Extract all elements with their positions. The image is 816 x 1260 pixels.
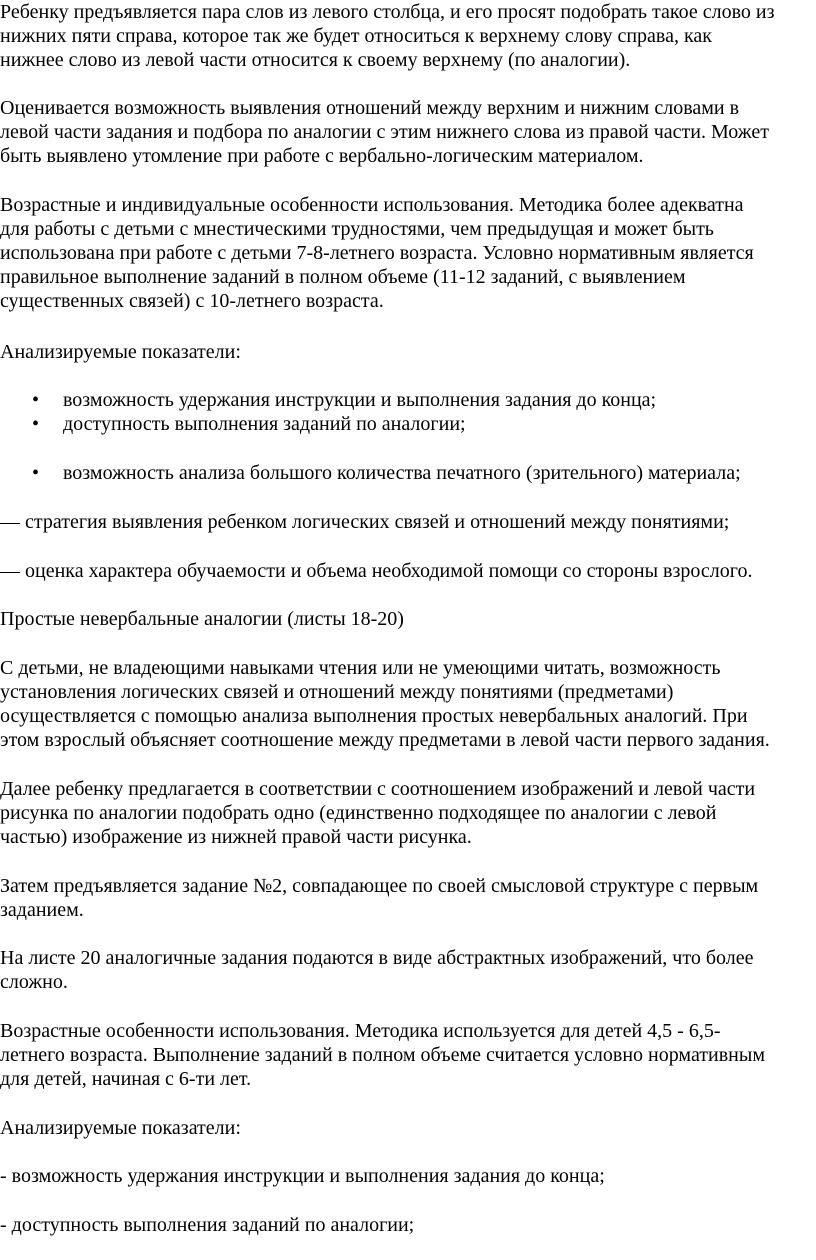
dash-item-analogy: - доступность выполнения заданий по аналогии; xyxy=(0,1214,415,1236)
text-line: установления логических связей и отношений между понятиями (предметами) xyxy=(0,681,674,703)
text-line: использована при работе с детьми 7-8-летнего возраста. Условно нормативным является xyxy=(0,242,754,264)
bullet-icon: • xyxy=(32,413,40,435)
paragraph-sheet-20 xyxy=(0,946,812,994)
paragraph-task-two xyxy=(0,874,812,922)
text-line: Далее ребенку предлагается в соответствии с соотношением изображений и левой части xyxy=(0,778,756,800)
paragraph-assessment xyxy=(0,96,812,168)
text-line: Возрастные и индивидуальные особенности использования. Методика более адекватна xyxy=(0,194,744,216)
section-heading-nonverbal-analogies: Простые невербальные аналогии (листы 18-20) xyxy=(0,608,404,630)
text-line: осуществляется с помощью анализа выполнения простых невербальных аналогий. При xyxy=(0,705,748,727)
text-line: левой части задания и подбора по аналогии с этим нижнего слова из правой части. Может xyxy=(0,121,769,143)
paragraph-age-usage xyxy=(0,1019,812,1091)
paragraph-age-features xyxy=(0,193,812,313)
text-line: нижних пяти справа, которое так же будет относиться к верхнему слову справа, как xyxy=(0,25,712,47)
bullet-icon: • xyxy=(32,462,40,484)
text-line: рисунка по аналогии подобрать одно (единственно подходящее по аналогии с левой xyxy=(0,802,717,824)
text-line: Оценивается возможность выявления отношений между верхним и нижним словами в xyxy=(0,97,740,119)
text-line: Ребенку предъявляется пара слов из левого столбца, и его просят подобрать такое слово из xyxy=(0,1,775,23)
dash-item-learnability: — оценка характера обучаемости и объема необходимой помощи со стороны взрослого. xyxy=(0,560,753,582)
text-line: для детей, начиная с 6-ти лет. xyxy=(0,1068,252,1090)
paragraph-task-description xyxy=(0,0,812,72)
bullet-icon: • xyxy=(32,389,40,411)
text-line: существенных связей) с 10-летнего возраста. xyxy=(0,290,384,312)
indicators-heading: Анализируемые показатели: xyxy=(0,341,241,363)
text-line: С детьми, не владеющими навыками чтения или не умеющими читать, возможность xyxy=(0,657,721,679)
list-item-text: возможность анализа большого количества печатного (зрительного) материала; xyxy=(63,462,741,484)
text-line: На листе 20 аналогичные задания подаются в виде абстрактных изображений, что более xyxy=(0,947,754,969)
text-line: Затем предъявляется задание №2, совпадающее по своей смысловой структуре с первым xyxy=(0,875,759,897)
text-line: заданием. xyxy=(0,899,84,921)
text-line: нижнее слово из левой части относится к своему верхнему (по аналогии). xyxy=(0,49,631,71)
paragraph-next-step xyxy=(0,777,812,849)
indicators-heading-2: Анализируемые показатели: xyxy=(0,1117,241,1139)
text-line: летнего возраста. Выполнение заданий в полном объеме считается условно нормативным xyxy=(0,1044,765,1066)
text-line: Возрастные особенности использования. Методика используется для детей 4,5 - 6,5- xyxy=(0,1020,721,1042)
dash-item-strategy: — стратегия выявления ребенком логических связей и отношений между понятиями; xyxy=(0,511,730,533)
text-line: частью) изображение из нижней правой части рисунка. xyxy=(0,826,472,848)
text-line: сложно. xyxy=(0,971,68,993)
text-line: быть выявлено утомление при работе с вербально-логическим материалом. xyxy=(0,145,644,167)
dash-item-instruction: - возможность удержания инструкции и выполнения задания до конца; xyxy=(0,1165,605,1187)
text-line: правильное выполнение заданий в полном объеме (11-12 заданий, с выявлением xyxy=(0,266,686,288)
list-item-text: доступность выполнения заданий по аналогии; xyxy=(63,413,466,435)
list-item-text: возможность удержания инструкции и выполнения задания до конца; xyxy=(63,389,657,411)
paragraph-nonreaders xyxy=(0,656,812,752)
text-line: этом взрослый объясняет соотношение между предметами в левой части первого задания. xyxy=(0,729,770,751)
text-line: для работы с детьми с мнестическими трудностями, чем предыдущая и может быть xyxy=(0,218,714,240)
